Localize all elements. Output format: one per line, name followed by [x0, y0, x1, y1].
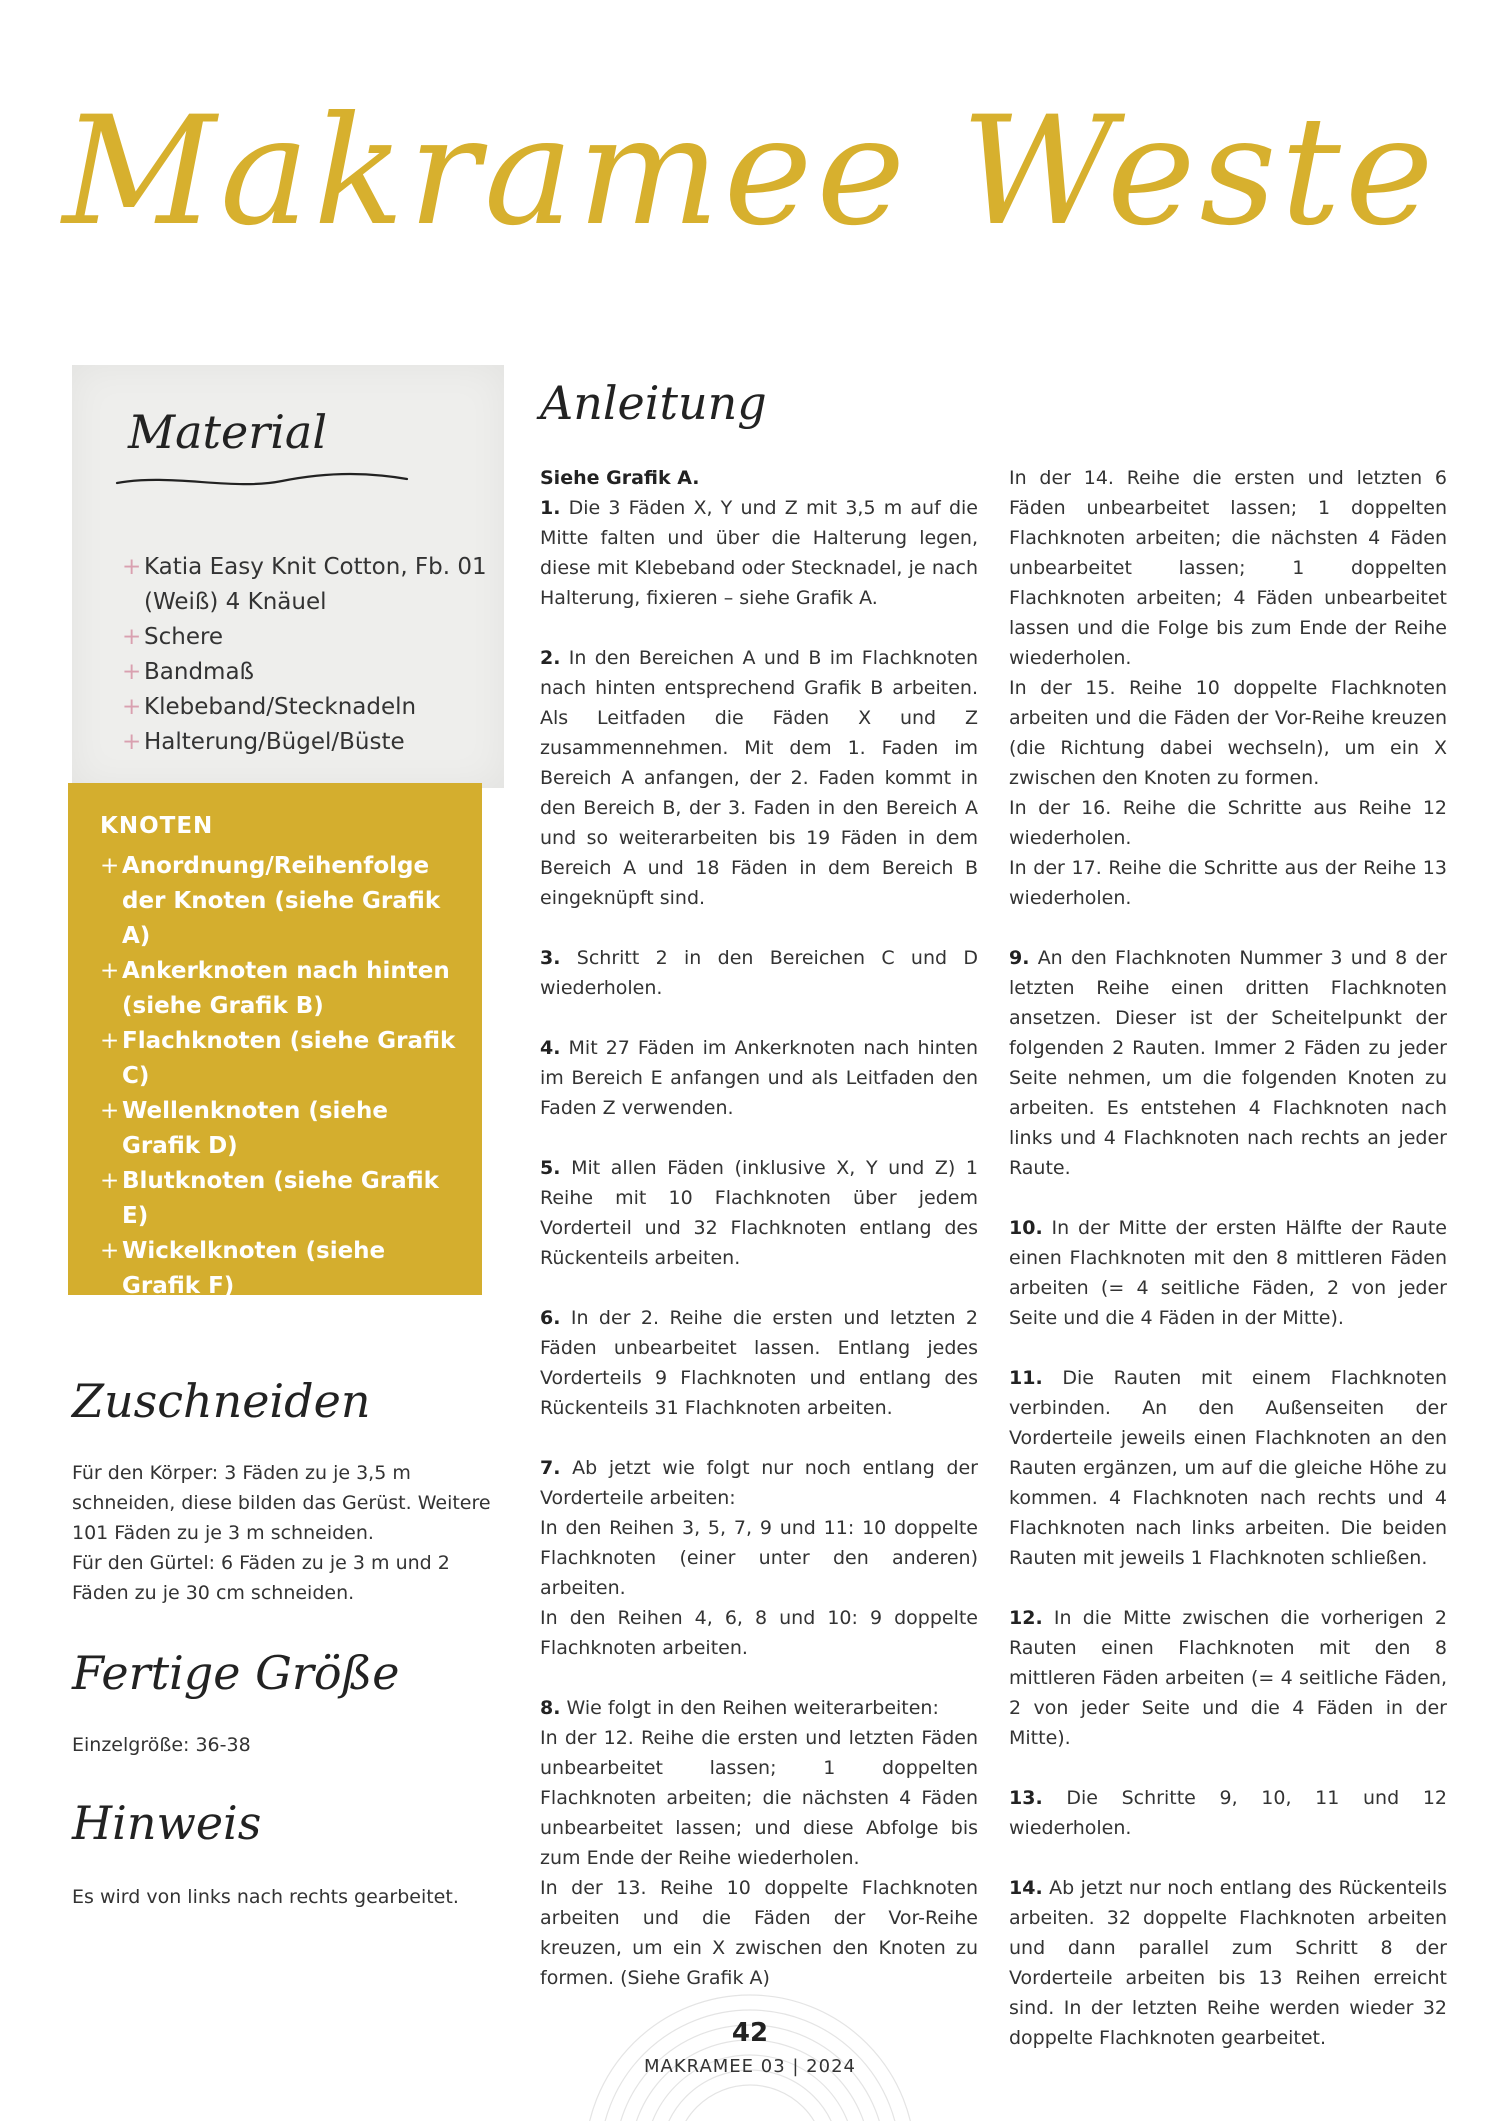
step: 2. In den Bereichen A und B im Flachknoten nach hinten entsprechend Grafik B arbeiten. Als Leitfaden die Fäden X und Z zusammennehmen. Mit dem 1. Faden im Bereich A anfangen, der 2. Faden kommt in den Bereich B, der 3. Faden in den Bereich A und so weiterarbeiten bis 19 Fäden in dem Bereich A und 18 Fäden in dem Bereich B eingeknüpft sind. — [540, 647, 978, 909]
step: 7. Ab jetzt wie folgt nur noch entlang der Vorderteile arbeiten: In den Reihen 3, 5, 7, 9 und 11: 10 doppelte Flachknoten (einer unter den anderen) arbeiten. In den Reihen 4, 6, 8 und 10: 9 doppelte Flachknoten arbeiten. — [540, 1457, 978, 1659]
knoten-item: + Blutknoten (siehe Grafik E) — [100, 1164, 460, 1234]
plus-icon: + — [100, 1308, 120, 1334]
knoten-item: + Flachknoten (siehe Grafik G) — [100, 1304, 460, 1374]
step: 5. Mit allen Fäden (inklusive X, Y und Z) 1 Reihe mit 10 Flachknoten über jedem Vorderteil und 32 Flachknoten entlang des Rückenteils arbeiten. — [540, 1157, 979, 1269]
material-item: + Halterung/Bügel/Büste — [122, 725, 492, 760]
step: 13. Die Schritte 9, 10, 11 und 12 wiederholen. — [1009, 1787, 1447, 1839]
material-item: + Schere — [122, 620, 492, 655]
step: 9. An den Flachknoten Nummer 3 und 8 der letzten Reihe einen dritten Flachknoten ansetzen. Dieser ist der Scheitelpunkt der folgenden 2 Rauten. Immer 2 Fäden zu jeder Seite nehmen, um die folgenden Knoten zu arbeiten. Es entstehen 4 Flachknoten nach links und 4 Flachknoten nach rechts an jeder Raute. — [1009, 947, 1447, 1179]
decorative-swirl-icon — [112, 465, 412, 495]
plus-icon: + — [122, 659, 142, 685]
plus-icon: + — [122, 554, 142, 580]
instructions-column-2 — [1009, 463, 1447, 2053]
plus-icon: + — [100, 1028, 120, 1054]
material-list — [122, 550, 492, 760]
knoten-item: + Wickelknoten (siehe Grafik F) — [100, 1234, 460, 1304]
plus-icon: + — [100, 1168, 120, 1194]
plus-icon: + — [100, 1238, 120, 1264]
plus-icon: + — [122, 624, 142, 650]
step-continued: In der 14. Reihe die ersten und letzten 6 Fäden unbearbeitet lassen; 1 doppelten Flachknoten arbeiten; die nächsten 4 Fäden unbearbeitet lassen; 1 doppelten Flachknoten arbeiten; 4 Fäden unbearbeitet lassen und die Folge bis zum Ende der Reihe wiederholen. In der 15. Reihe 10 doppelte Flachknoten arbeiten und die Fäden der Vor-Reihe kreuzen (die Richtung dabei wechseln), um ein X zwischen den Knoten zu formen. In der 16. Reihe die Schritte aus Reihe 12 wiederholen. In der 17. Reihe die Schritte aus der Reihe 13 wiederholen. — [1009, 467, 1447, 909]
knoten-item: + Ankerknoten nach hinten (siehe Grafik B) — [100, 954, 460, 1024]
step: 6. In der 2. Reihe die ersten und letzten 2 Fäden unbearbeitet lassen. Entlang jedes Vorderteils 9 Flachknoten und entlang des Rückenteils 31 Flachknoten arbeiten. — [540, 1307, 978, 1419]
material-heading: Material — [128, 405, 328, 459]
knoten-item: + Wellenknoten (siehe Grafik D) — [100, 1094, 460, 1164]
instructions-column-1 — [540, 463, 978, 1993]
step: 14. Ab jetzt nur noch entlang des Rückenteils arbeiten. 32 doppelte Flachknoten arbeiten und dann parallel zum Schritt 8 der Vorderteile arbeiten bis 13 Reihen erreicht sind. In der letzten Reihe werden wieder 32 doppelte Flachknoten gearbeitet. — [1009, 1877, 1447, 2049]
step: 12. In die Mitte zwischen die vorherigen 2 Rauten einen Flachknoten mit den 8 mittleren Fäden arbeiten (= 4 seitliche Fäden, 2 von jeder Seite und die 4 Fäden in der Mitte). — [1009, 1607, 1447, 1749]
hinweis-text: Es wird von links nach rechts gearbeitet. — [72, 1886, 459, 1908]
anleitung-heading: Anleitung — [540, 376, 767, 430]
knoten-list — [100, 849, 460, 1374]
intro-label: Siehe Grafik A. — [540, 467, 700, 489]
material-item: + Bandmaß — [122, 655, 492, 690]
issue-label: MAKRAMEE 03 | 2024 — [644, 2056, 856, 2077]
plus-icon: + — [100, 1098, 120, 1124]
zuschneiden-heading: Zuschneiden — [72, 1374, 371, 1428]
knoten-item: + Anordnung/Reihenfolge der Knoten (siehe Grafik A) — [100, 849, 460, 954]
step: 11. Die Rauten mit einem Flachknoten verbinden. An den Außenseiten der Vorderteile jeweils einen Flachknoten an den Rauten ergänzen, um auf die gleiche Höhe zu kommen. 4 Flachknoten nach rechts und 4 Flachknoten nach links arbeiten. Die beiden Rauten mit jeweils 1 Flachknoten schließen. — [1009, 1367, 1447, 1569]
step: 10. In der Mitte der ersten Hälfte der Raute einen Flachknoten mit den 8 mittleren Fäden arbeiten (= 4 seitliche Fäden, 2 von jeder Seite und die 4 Fäden in der Mitte). — [1009, 1217, 1447, 1329]
plus-icon: + — [122, 729, 142, 755]
step: 1. Die 3 Fäden X, Y und Z mit 3,5 m auf die Mitte falten und über die Halterung legen, diese mit Klebeband oder Stecknadel, je nach Halterung, fixieren – siehe Grafik A. — [540, 497, 978, 609]
plus-icon: + — [100, 958, 120, 984]
material-item: + Katia Easy Knit Cotton, Fb. 01 (Weiß) 4 Knäuel — [122, 550, 492, 620]
groesse-heading: Fertige Größe — [72, 1646, 400, 1700]
knoten-heading: KNOTEN — [100, 813, 214, 839]
material-box — [72, 365, 504, 788]
page-number: 42 — [731, 2018, 769, 2048]
plus-icon: + — [100, 853, 120, 879]
step: 8. Wie folgt in den Reihen weiterarbeiten: In der 12. Reihe die ersten und letzten Fäden unbearbeitet lassen; 1 doppelten Flachknoten arbeiten; die nächsten 4 Fäden unbearbeitet lassen; und diese Abfolge bis zum Ende der Reihe wiederholen. In der 13. Reihe 10 doppelte Flachknoten arbeiten und die Fäden der Vor-Reihe kreuzen, um ein X zwischen den Knoten zu formen. (Siehe Grafik A) — [540, 1697, 978, 1989]
groesse-text: Einzelgröße: 36-38 — [72, 1734, 251, 1756]
hinweis-heading: Hinweis — [72, 1796, 262, 1850]
plus-icon: + — [122, 694, 142, 720]
page-title: Makramee Weste — [62, 85, 1438, 259]
step: 3. Schritt 2 in den Bereichen C und D wiederholen. — [540, 947, 978, 999]
step: 4. Mit 27 Fäden im Ankerknoten nach hinten im Bereich E anfangen und als Leitfaden den Faden Z verwenden. — [540, 1037, 978, 1119]
material-item: + Klebeband/Stecknadeln — [122, 690, 492, 725]
knoten-box — [68, 783, 482, 1369]
knoten-item: + Flachknoten (siehe Grafik C) — [100, 1024, 460, 1094]
zuschneiden-text: Für den Körper: 3 Fäden zu je 3,5 m schneiden, diese bilden das Gerüst. Weitere 101 Fäden zu je 3 m schneiden. Für den Gürtel: 6 Fäden zu je 3 m und 2 Fäden zu je 30 cm schneiden. — [72, 1462, 491, 1604]
